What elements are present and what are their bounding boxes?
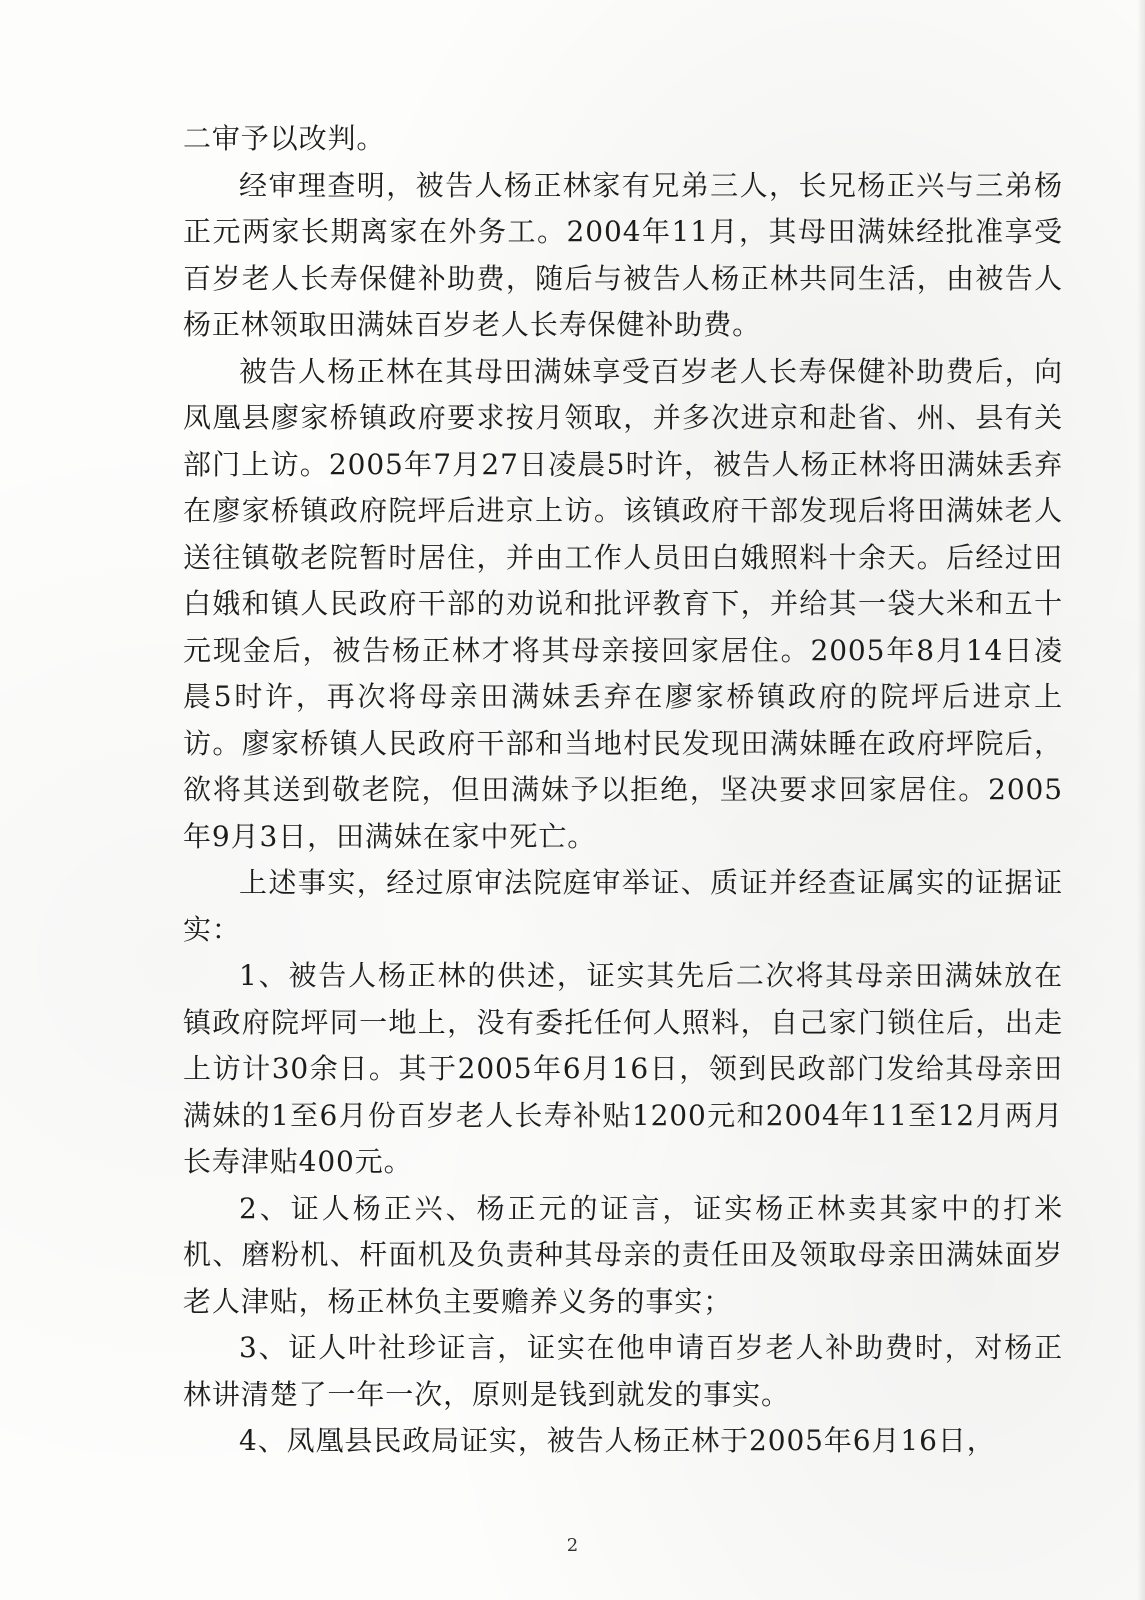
paragraph-findings: 经审理查明，被告人杨正林家有兄弟三人，长兄杨正兴与三弟杨正元两家长期离家在外务工。2004年11月，其母田满妹经批准享受百岁老人长寿保健补助费，随后与被告人杨正林共同生活，由被告人杨正林领取田满妹百岁老人长寿保健补助费。 — [183, 168, 1063, 341]
paragraph-evidence-4: 4、凤凰县民政局证实，被告人杨正林于2005年6月16日， — [239, 1424, 996, 1457]
paragraph-continuation: 二审予以改判。 — [183, 122, 386, 155]
paragraph-evidence-2: 2、证人杨正兴、杨正元的证言，证实杨正林卖其家中的打米机、磨粉机、杆面机及负责种其母亲的责任田及领取母亲田满妹面岁老人津贴，杨正林负主要赡养义务的事实； — [183, 1191, 1063, 1318]
paragraph-evidence-1: 1、被告人杨正林的供述，证实其先后二次将其母亲田满妹放在镇政府院坪同一地上，没有委托任何人照料，自己家门锁住后，出走上访计30余日。其于2005年6月16日，领到民政部门发给其母亲田满妹的1至6月份百岁老人长寿补贴1200元和2004年11至12月两月长寿津贴400元。 — [183, 959, 1063, 1178]
paragraph-evidence-intro: 上述事实，经过原审法院庭审举证、质证并经查证属实的证据证实： — [183, 866, 1063, 946]
page-number: 2 — [566, 1535, 579, 1556]
scan-edge-shadow — [1137, 0, 1145, 1600]
document-body — [183, 116, 1063, 1465]
paragraph-events: 被告人杨正林在其母田满妹享受百岁老人长寿保健补助费后，向凤凰县廖家桥镇政府要求按月领取，并多次进京和赴省、州、县有关部门上访。2005年7月27日凌晨5时许，被告人杨正林将田满妹丢弃在廖家桥镇政府院坪后进京上访。该镇政府干部发现后将田满妹老人送往镇敬老院暂时居住，并由工作人员田白娥照料十余天。后经过田白娥和镇人民政府干部的劝说和批评教育下，并给其一袋大米和五十元现金后，被告杨正林才将其母亲接回家居住。2005年8月14日凌晨5时许，再次将母亲田满妹丢弃在廖家桥镇政府的院坪后进京上访。廖家桥镇人民政府干部和当地村民发现田满妹睡在政府坪院后，欲将其送到敬老院，但田满妹予以拒绝，坚决要求回家居住。2005年9月3日，田满妹在家中死亡。 — [183, 354, 1063, 853]
paragraph-evidence-3: 3、证人叶社珍证言，证实在他申请百岁老人补助费时，对杨正林讲清楚了一年一次，原则是钱到就发的事实。 — [183, 1331, 1063, 1411]
